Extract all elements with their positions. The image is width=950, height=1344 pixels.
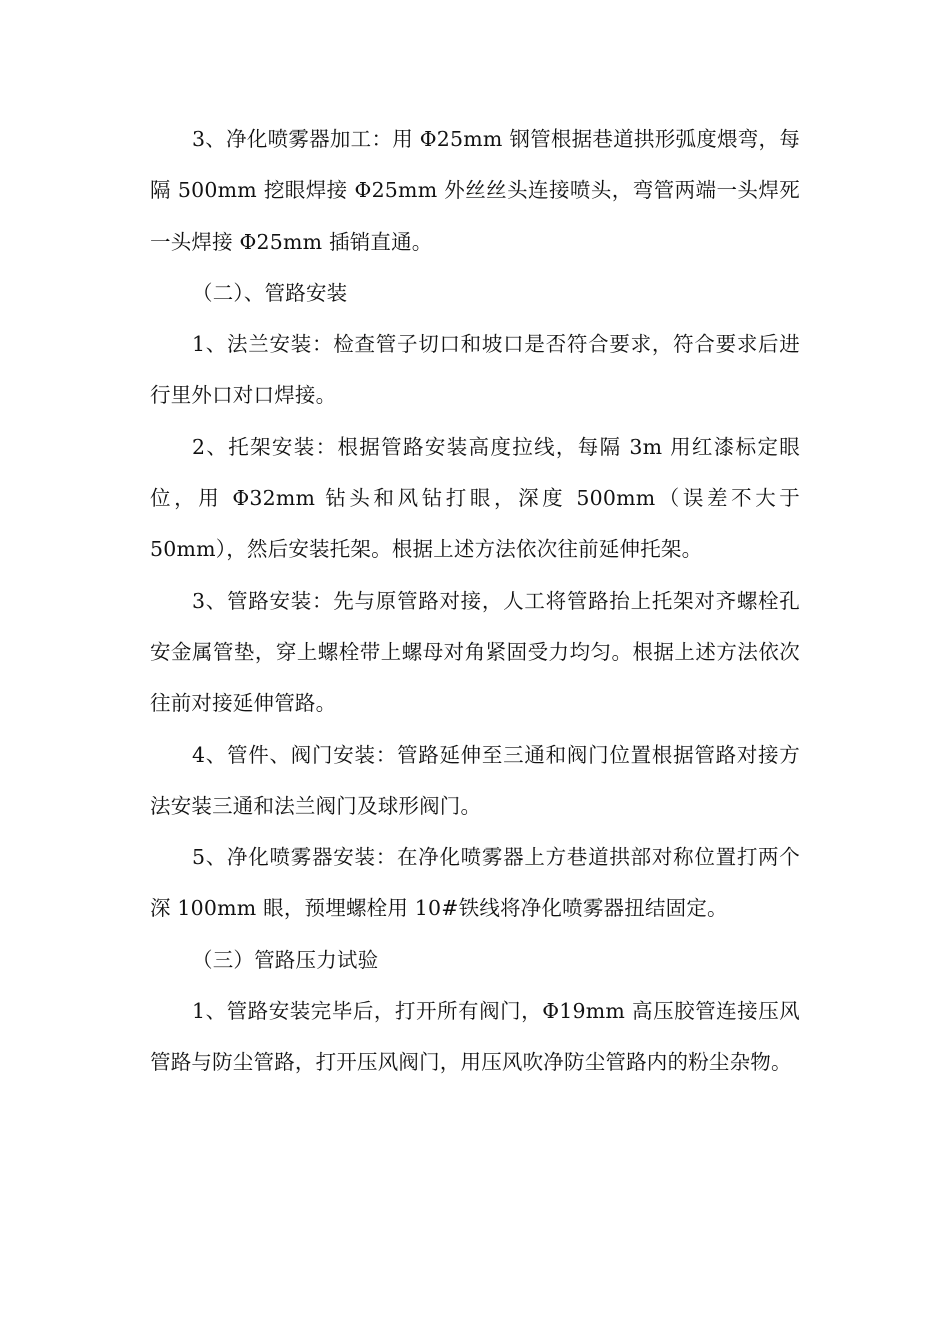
paragraph-sprayer-fabrication: 3、净化喷雾器加工：用 Φ25mm 钢管根据巷道拱形弧度煨弯，每隔 500mm 挖眼焊接 Φ25mm 外丝丝头连接喷头，弯管两端一头焊死一头焊接 Φ25mm 插销直通。 [150, 127, 800, 254]
paragraph-sprayer-installation: 5、净化喷雾器安装：在净化喷雾器上方巷道拱部对称位置打两个深 100mm 眼，预埋螺栓用 10#铁线将净化喷雾器扭结固定。 [150, 845, 800, 921]
paragraph-bracket-installation: 2、托架安装：根据管路安装高度拉线，每隔 3m 用红漆标定眼位，用 Φ32mm 钻头和风钻打眼，深度 500mm（误差不大于 50mm），然后安装托架。根据上述方法依次往前延伸托架。 [150, 434, 800, 562]
section-heading-pressure-test: （三）管路压力试验 [192, 947, 379, 972]
paragraph-pressure-test-step-1: 1、管路安装完毕后，打开所有阀门，Φ19mm 高压胶管连接压风管路与防尘管路，打开压风阀门，用压风吹净防尘管路内的粉尘杂物。 [150, 999, 800, 1075]
document-body [150, 114, 800, 1089]
section-heading-pipeline-installation: （二）、管路安装 [192, 280, 348, 305]
paragraph-flange-installation: 1、法兰安装：检查管子切口和坡口是否符合要求，符合要求后进行里外口对口焊接。 [150, 332, 800, 408]
paragraph-pipeline-installation: 3、管路安装：先与原管路对接，人工将管路抬上托架对齐螺栓孔安金属管垫，穿上螺栓带上螺母对角紧固受力均匀。根据上述方法依次往前对接延伸管路。 [150, 588, 800, 716]
paragraph-fittings-valves-installation: 4、管件、阀门安装：管路延伸至三通和阀门位置根据管路对接方法安装三通和法兰阀门及球形阀门。 [150, 742, 800, 818]
